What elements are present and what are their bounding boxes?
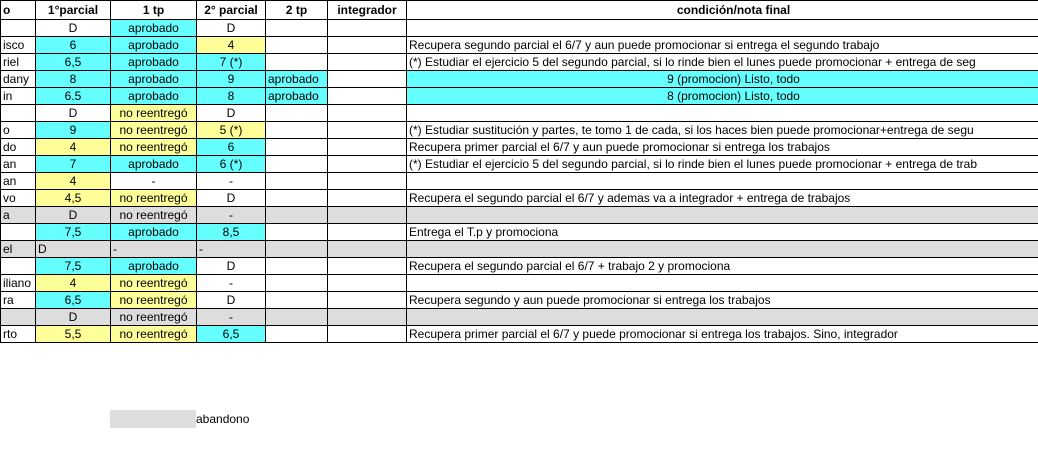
cell-tp2[interactable]: [266, 122, 328, 139]
table-row: [1, 20, 1038, 37]
cell-parcial1[interactable]: D: [36, 241, 111, 258]
cell-tp2[interactable]: [266, 326, 328, 343]
cell-parcial2[interactable]: D: [197, 20, 266, 37]
cell-final[interactable]: Recupera el segundo parcial el 6/7 + trabajo 2 y promociona: [407, 258, 1038, 275]
cell-integrador[interactable]: [328, 190, 407, 207]
table-row: [1, 54, 1038, 71]
cell-final[interactable]: (*) Estudiar el ejercicio 5 del segundo parcial, si lo rinde bien el lunes puede promocionar + entrega de seg: [407, 54, 1038, 71]
cell-tp2[interactable]: [266, 207, 328, 224]
table-row: [1, 88, 1038, 105]
cell-integrador[interactable]: [328, 173, 407, 190]
cell-parcial1[interactable]: 9: [36, 122, 111, 139]
cell-name[interactable]: dany: [1, 71, 36, 88]
table-row: [1, 309, 1038, 326]
cell-parcial1[interactable]: 4: [36, 139, 111, 156]
cell-parcial1[interactable]: D: [36, 20, 111, 37]
cell-final[interactable]: [407, 275, 1038, 292]
cell-tp2[interactable]: aprobado: [266, 88, 328, 105]
cell-integrador[interactable]: [328, 275, 407, 292]
header-segundo-parcial: 2° parcial: [197, 1, 266, 20]
cell-final[interactable]: (*) Estudiar sustitución y partes, te tomo 1 de cada, si los haces bien puede promocionar+entrega de segu: [407, 122, 1038, 139]
table-row: [1, 258, 1038, 275]
cell-name[interactable]: [1, 20, 36, 37]
cell-name[interactable]: [1, 309, 36, 326]
cell-integrador[interactable]: [328, 292, 407, 309]
cell-tp1[interactable]: no reentregó: [111, 309, 197, 326]
cell-final[interactable]: (*) Estudiar el ejercicio 5 del segundo parcial, si lo rinde bien el lunes puede promocionar + entrega de trab: [407, 156, 1038, 173]
cell-name[interactable]: do: [1, 139, 36, 156]
cell-parcial2[interactable]: 4: [197, 37, 266, 54]
table-row: [1, 190, 1038, 207]
cell-final[interactable]: Entrega el T.p y promociona: [407, 224, 1038, 241]
cell-final[interactable]: Recupera segundo y aun puede promocionar si entrega los trabajos: [407, 292, 1038, 309]
cell-name[interactable]: [1, 224, 36, 241]
header-integrador: integrador: [328, 1, 407, 20]
cell-name[interactable]: el: [1, 241, 36, 258]
table-row: [1, 37, 1038, 54]
table-row: [1, 224, 1038, 241]
cell-parcial2[interactable]: -: [197, 275, 266, 292]
table-row: [1, 173, 1038, 190]
cell-name[interactable]: [1, 258, 36, 275]
cell-final[interactable]: [407, 207, 1038, 224]
cell-name[interactable]: a: [1, 207, 36, 224]
cell-parcial2[interactable]: -: [197, 309, 266, 326]
cell-tp2[interactable]: [266, 156, 328, 173]
cell-tp2[interactable]: aprobado: [266, 71, 328, 88]
cell-integrador[interactable]: [328, 207, 407, 224]
cell-tp2[interactable]: [266, 258, 328, 275]
header-condicion-final: condición/nota final: [407, 1, 1038, 20]
cell-final[interactable]: [407, 309, 1038, 326]
cell-parcial2[interactable]: 6,5: [197, 326, 266, 343]
cell-integrador[interactable]: [328, 139, 407, 156]
cell-tp1[interactable]: no reentregó: [111, 292, 197, 309]
table-row: [1, 292, 1038, 309]
cell-tp2[interactable]: [266, 275, 328, 292]
cell-parcial2[interactable]: -: [197, 207, 266, 224]
header-row: [1, 1, 1038, 20]
cell-parcial1[interactable]: 6,5: [36, 54, 111, 71]
cell-parcial2[interactable]: 6: [197, 139, 266, 156]
cell-final[interactable]: 8 (promocion) Listo, todo: [407, 88, 1038, 105]
cell-tp1[interactable]: no reentregó: [111, 275, 197, 292]
cell-parcial1[interactable]: 4: [36, 275, 111, 292]
cell-parcial2[interactable]: 5 (*): [197, 122, 266, 139]
cell-tp1[interactable]: no reentregó: [111, 326, 197, 343]
cell-parcial2[interactable]: 6 (*): [197, 156, 266, 173]
cell-tp1[interactable]: no reentregó: [111, 105, 197, 122]
cell-tp2[interactable]: [266, 292, 328, 309]
cell-parcial1[interactable]: 5,5: [36, 326, 111, 343]
cell-tp2[interactable]: [266, 37, 328, 54]
cell-name[interactable]: an: [1, 156, 36, 173]
cell-tp1[interactable]: aprobado: [111, 37, 197, 54]
cell-parcial1[interactable]: 8: [36, 71, 111, 88]
cell-tp1[interactable]: no reentregó: [111, 207, 197, 224]
cell-tp2[interactable]: [266, 224, 328, 241]
cell-name[interactable]: iliano: [1, 275, 36, 292]
table-row: [1, 156, 1038, 173]
cell-parcial1[interactable]: 7: [36, 156, 111, 173]
cell-tp2[interactable]: [266, 173, 328, 190]
table-row: [1, 326, 1038, 343]
table-row: [1, 207, 1038, 224]
cell-tp2[interactable]: [266, 241, 328, 258]
cell-name[interactable]: riel: [1, 54, 36, 71]
cell-tp1[interactable]: -: [111, 173, 197, 190]
header-tp2: 2 tp: [266, 1, 328, 20]
table-row: [1, 105, 1038, 122]
cell-tp2[interactable]: [266, 54, 328, 71]
cell-tp1[interactable]: aprobado: [111, 20, 197, 37]
cell-integrador[interactable]: [328, 20, 407, 37]
cell-tp2[interactable]: [266, 20, 328, 37]
cell-final[interactable]: Recupera primer parcial el 6/7 y aun puede promocionar si entrega los trabajos: [407, 139, 1038, 156]
cell-tp2[interactable]: [266, 105, 328, 122]
cell-parcial1[interactable]: 6: [36, 37, 111, 54]
header-tp1: 1 tp: [111, 1, 197, 20]
cell-parcial1[interactable]: D: [36, 105, 111, 122]
cell-final[interactable]: [407, 105, 1038, 122]
header-name: o: [1, 1, 36, 20]
cell-tp1[interactable]: aprobado: [111, 54, 197, 71]
cell-parcial1[interactable]: D: [36, 207, 111, 224]
table-row: [1, 241, 1038, 258]
cell-integrador[interactable]: [328, 88, 407, 105]
cell-integrador[interactable]: [328, 71, 407, 88]
cell-final[interactable]: Recupera el segundo parcial el 6/7 y ademas va a integrador + entrega de trabajos: [407, 190, 1038, 207]
legend: [110, 410, 249, 428]
table-row: [1, 71, 1038, 88]
cell-integrador[interactable]: [328, 224, 407, 241]
cell-name[interactable]: [1, 105, 36, 122]
cell-parcial1[interactable]: 4,5: [36, 190, 111, 207]
cell-tp1[interactable]: no reentregó: [111, 122, 197, 139]
cell-tp1[interactable]: aprobado: [111, 71, 197, 88]
cell-parcial2[interactable]: D: [197, 258, 266, 275]
cell-parcial2[interactable]: 7 (*): [197, 54, 266, 71]
cell-integrador[interactable]: [328, 258, 407, 275]
cell-integrador[interactable]: [328, 37, 407, 54]
cell-final[interactable]: Recupera primer parcial el 6/7 y puede promocionar si entrega los trabajos. Sino, integrador: [407, 326, 1038, 343]
cell-tp1[interactable]: -: [111, 241, 197, 258]
cell-integrador[interactable]: [328, 309, 407, 326]
cell-parcial1[interactable]: 7,5: [36, 258, 111, 275]
cell-integrador[interactable]: [328, 156, 407, 173]
cell-parcial2[interactable]: 9: [197, 71, 266, 88]
legend-swatch-abandono: [110, 410, 196, 428]
cell-parcial2[interactable]: D: [197, 292, 266, 309]
cell-name[interactable]: isco: [1, 37, 36, 54]
cell-integrador[interactable]: [328, 122, 407, 139]
cell-parcial1[interactable]: 7,5: [36, 224, 111, 241]
cell-tp2[interactable]: [266, 190, 328, 207]
cell-tp1[interactable]: no reentregó: [111, 139, 197, 156]
cell-tp1[interactable]: aprobado: [111, 258, 197, 275]
cell-name[interactable]: ra: [1, 292, 36, 309]
table-body: [1, 20, 1038, 343]
cell-integrador[interactable]: [328, 54, 407, 71]
cell-name[interactable]: vo: [1, 190, 36, 207]
cell-final[interactable]: [407, 173, 1038, 190]
cell-name[interactable]: an: [1, 173, 36, 190]
cell-parcial2[interactable]: 8: [197, 88, 266, 105]
cell-integrador[interactable]: [328, 105, 407, 122]
table-row: [1, 122, 1038, 139]
cell-parcial1[interactable]: 6.5: [36, 88, 111, 105]
cell-final[interactable]: [407, 241, 1038, 258]
cell-name[interactable]: in: [1, 88, 36, 105]
cell-integrador[interactable]: [328, 326, 407, 343]
cell-parcial2[interactable]: -: [197, 173, 266, 190]
cell-name[interactable]: rto: [1, 326, 36, 343]
cell-final[interactable]: [407, 20, 1038, 37]
cell-parcial2[interactable]: D: [197, 190, 266, 207]
table-row: [1, 139, 1038, 156]
cell-parcial2[interactable]: -: [197, 241, 266, 258]
cell-final[interactable]: Recupera segundo parcial el 6/7 y aun puede promocionar si entrega el segundo trabajo: [407, 37, 1038, 54]
header-primer-parcial: 1°parcial: [36, 1, 111, 20]
cell-parcial1[interactable]: 6,5: [36, 292, 111, 309]
cell-tp2[interactable]: [266, 139, 328, 156]
cell-integrador[interactable]: [328, 241, 407, 258]
cell-name[interactable]: o: [1, 122, 36, 139]
cell-tp1[interactable]: no reentregó: [111, 190, 197, 207]
cell-parcial1[interactable]: D: [36, 309, 111, 326]
cell-final[interactable]: 9 (promocion) Listo, todo: [407, 71, 1038, 88]
table-row: [1, 275, 1038, 292]
cell-parcial2[interactable]: D: [197, 105, 266, 122]
legend-label: abandono: [196, 412, 250, 426]
cell-tp2[interactable]: [266, 309, 328, 326]
cell-tp1[interactable]: aprobado: [111, 224, 197, 241]
cell-parcial1[interactable]: 4: [36, 173, 111, 190]
cell-parcial2[interactable]: 8,5: [197, 224, 266, 241]
cell-tp1[interactable]: aprobado: [111, 88, 197, 105]
cell-tp1[interactable]: aprobado: [111, 156, 197, 173]
